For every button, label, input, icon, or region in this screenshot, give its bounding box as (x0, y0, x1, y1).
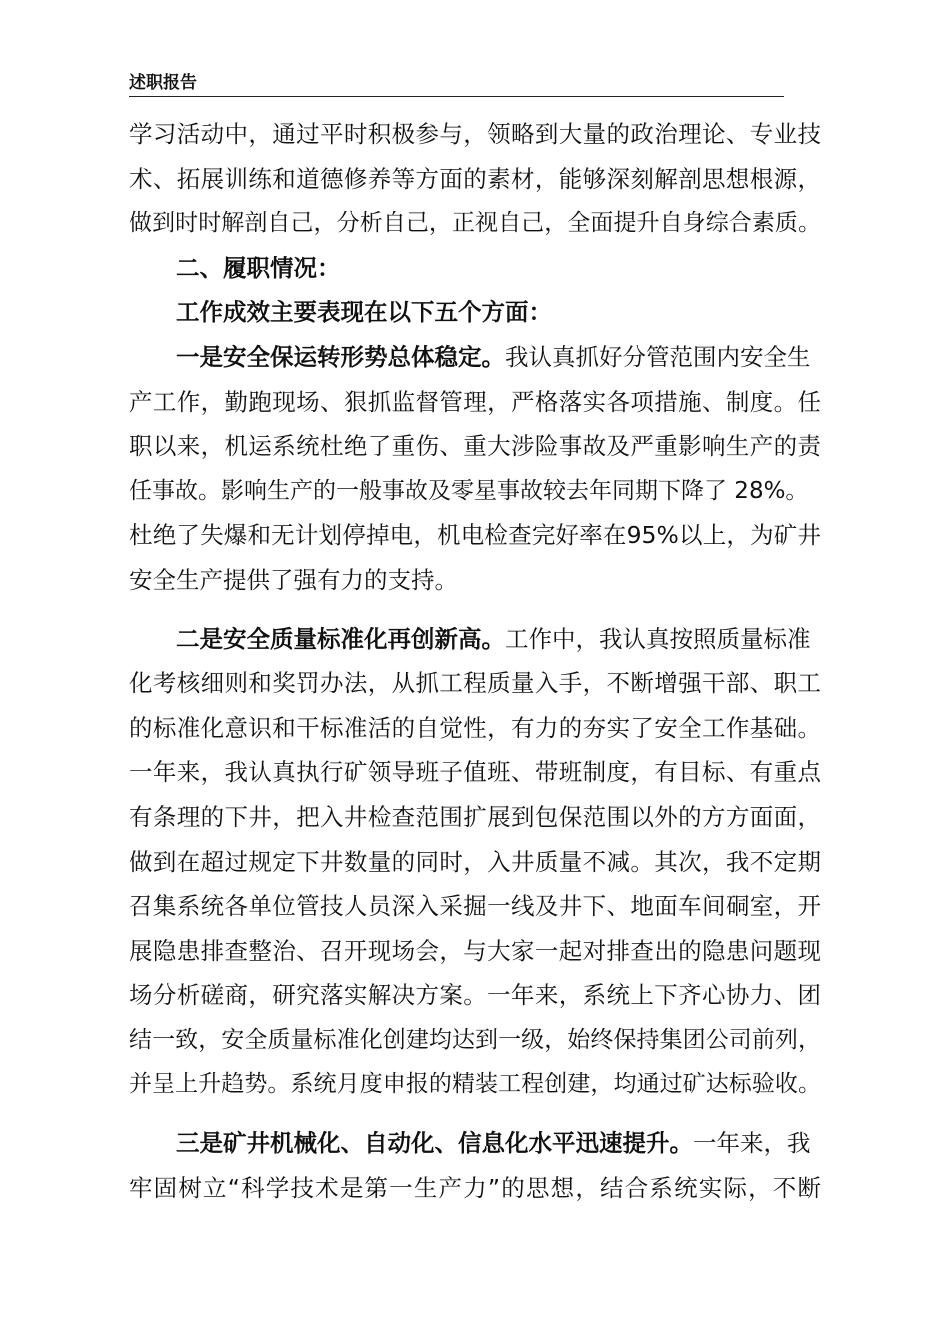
para1-first-line (129, 335, 821, 380)
body-line: 牢固树立“科学技术是第一生产力”的思想，结合系统实际，不断 (129, 1173, 821, 1202)
body-line: 杜绝了失爆和无计划停掉电，机电检查完好率在95%以上，为矿井 (129, 521, 821, 550)
body-line: 的标准化意识和干标准活的自觉性，有力的夯实了安全工作基础。 (129, 713, 821, 742)
body-line: 并呈上升趋势。系统月度申报的精装工程创建，均通过矿达标验收。 (129, 1071, 821, 1098)
body-line: 场分析磋商，研究落实解决方案。一年来，系统上下齐心协力、团 (129, 981, 821, 1010)
body-line: 展隐患排查整治、召开现场会，与大家一起对排查出的隐患问题现 (129, 936, 821, 965)
body-line: 一年来，我认真执行矿领导班子值班、带班制度，有目标、有重点 (129, 758, 821, 787)
para1-lead: 一是安全保运转形势总体稳定。 (176, 342, 505, 371)
body-line: 产工作，勤跑现场、狠抓监督管理，严格落实各项措施、制度。任 (129, 387, 821, 416)
body-line: 做到在超过规定下井数量的同时，入井质量不减。其次，我不定期 (129, 847, 821, 876)
para2-first-rest: 工作中，我认真按照质量标准 (505, 624, 811, 653)
body-line: 术、拓展训练和道德修养等方面的素材，能够深刻解剖思想根源， (129, 164, 821, 193)
body-line: 职以来，机运系统杜绝了重伤、重大涉险事故及严重影响生产的责 (129, 432, 821, 461)
para2-lead: 二是安全质量标准化再创新高。 (176, 624, 505, 653)
document-body (129, 112, 821, 1210)
body-line: 任事故。影响生产的一般事故及零星事故较去年同期下降了 28%。 (129, 477, 809, 504)
header-title: 述职报告 (129, 73, 197, 93)
para1-first-rest: 我认真抓好分管范围内安全生 (505, 342, 811, 371)
body-line: 有条理的下井，把入井检查范围扩展到包保范围以外的方方面面， (129, 802, 821, 831)
body-line: 安全生产提供了强有力的支持。 (129, 565, 458, 594)
intro-heading: 工作成效主要表现在以下五个方面： (176, 298, 552, 327)
para3-first-line (129, 1121, 821, 1166)
body-line: 学习活动中，通过平时积极参与，领略到大量的政治理论、专业技 (129, 120, 821, 148)
para2-first-line (129, 617, 821, 662)
body-line: 化考核细则和奖罚办法，从抓工程质量入手，不断增强干部、职工 (129, 669, 821, 698)
para3-first-rest: 一年来，我 (693, 1129, 811, 1158)
body-line: 召集系统各单位管技人员深入采掘一线及井下、地面车间硐室，开 (129, 892, 821, 921)
body-line: 结一致，安全质量标准化创建均达到一级，始终保持集团公司前列， (129, 1026, 821, 1053)
section-heading: 二、履职情况： (176, 253, 341, 282)
para3-lead: 三是矿井机械化、自动化、信息化水平迅速提升。 (176, 1129, 693, 1158)
body-line: 做到时时解剖自己，分析自己，正视自己，全面提升自身综合素质。 (129, 210, 821, 237)
page-header (129, 66, 784, 97)
